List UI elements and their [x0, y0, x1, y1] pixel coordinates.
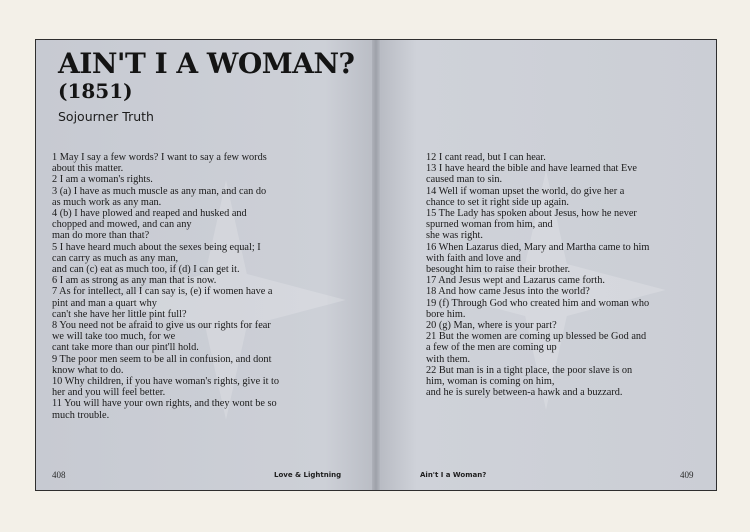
text-line: chance to set it right side up again.: [426, 196, 569, 208]
text-line: as much work as any man.: [52, 196, 162, 208]
text-line: pint and man a quart why: [52, 297, 157, 309]
text-line: 5 I have heard much about the sexes being equal; I: [52, 241, 261, 253]
text-line: besought him to raise their brother.: [426, 264, 571, 276]
text-line: 1 May I say a few words? I want to say a few words: [52, 152, 267, 163]
text-line: chopped and mowed, and can any: [52, 219, 192, 231]
text-line: 15 The Lady has spoken about Jesus, how he never: [426, 208, 637, 220]
book-gutter: [372, 40, 380, 490]
text-line: 11 You will have your own rights, and they wont be so: [52, 398, 277, 410]
page-number-left: 408: [52, 470, 66, 480]
text-line: 12 I cant read, but I can hear.: [426, 152, 546, 163]
text-line: 17 And Jesus wept and Lazarus came forth.: [426, 275, 605, 287]
text-line: bore him.: [426, 308, 466, 320]
text-line: him, woman is coming on him,: [426, 376, 555, 388]
running-head-left: Love & Lightning: [274, 471, 342, 479]
text-line: 19 (f) Through God who created him and woman who: [426, 297, 650, 309]
text-line: she was right.: [426, 230, 483, 242]
text-line: spurned woman from him, and: [426, 219, 553, 231]
text-line: know what to do.: [52, 364, 124, 376]
text-line: 18 And how came Jesus into the world?: [426, 286, 590, 298]
text-line: a few of the men are coming up: [426, 342, 557, 354]
text-line: and can (c) eat as much too, if (d) I can get it.: [52, 264, 240, 276]
text-line: 14 Well if woman upset the world, do give her a: [426, 185, 625, 197]
essay-year: (1851): [58, 79, 133, 103]
text-line: 2 I am a woman's rights.: [52, 174, 153, 186]
text-line: with them.: [426, 353, 471, 365]
open-book-spread: [36, 40, 716, 490]
text-line: about this matter.: [52, 163, 124, 175]
text-line: 8 You need not be afraid to give us our rights for fear: [52, 320, 271, 332]
text-line: much trouble.: [52, 409, 110, 421]
text-line: can't she have her little pint full?: [52, 308, 187, 320]
text-line: her and you will feel better.: [52, 387, 166, 399]
text-line: and he is surely between-a hawk and a buzzard.: [426, 387, 623, 399]
author-name: Sojourner Truth: [58, 109, 154, 124]
text-line: 6 I am as strong as any man that is now.: [52, 275, 217, 287]
text-line: 7 As for intellect, all I can say is, (e) if women have a: [52, 286, 273, 298]
text-line: with faith and love and: [426, 252, 521, 264]
text-line: can carry as much as any man,: [52, 252, 179, 264]
page-number-right: 409: [680, 470, 694, 480]
running-head-right: Ain't I a Woman?: [420, 471, 487, 479]
right-page: [376, 40, 716, 490]
left-page: [36, 40, 376, 490]
text-line: we will take too much, for we: [52, 331, 176, 343]
essay-title: AIN'T I A WOMAN?: [58, 47, 355, 80]
right-text-column: [426, 152, 706, 398]
text-line: 20 (g) Man, where is your part?: [426, 320, 557, 332]
text-line: 9 The poor men seem to be all in confusion, and dont: [52, 353, 272, 365]
text-line: 16 When Lazarus died, Mary and Martha came to him: [426, 241, 650, 253]
text-line: 21 But the women are coming up blessed be God and: [426, 331, 647, 343]
text-line: 4 (b) I have plowed and reaped and husked and: [52, 208, 247, 220]
text-line: 13 I have heard the bible and have learned that Eve: [426, 163, 637, 175]
text-line: 3 (a) I have as much muscle as any man, and can do: [52, 185, 267, 197]
text-line: 10 Why children, if you have woman's rights, give it to: [52, 376, 280, 388]
text-line: caused man to sin.: [426, 174, 503, 186]
left-text-column: [52, 152, 352, 421]
text-line: man do more than that?: [52, 230, 150, 242]
text-line: 22 But man is in a tight place, the poor slave is on: [426, 364, 633, 376]
text-line: cant take more than our pint'll hold.: [52, 342, 199, 354]
